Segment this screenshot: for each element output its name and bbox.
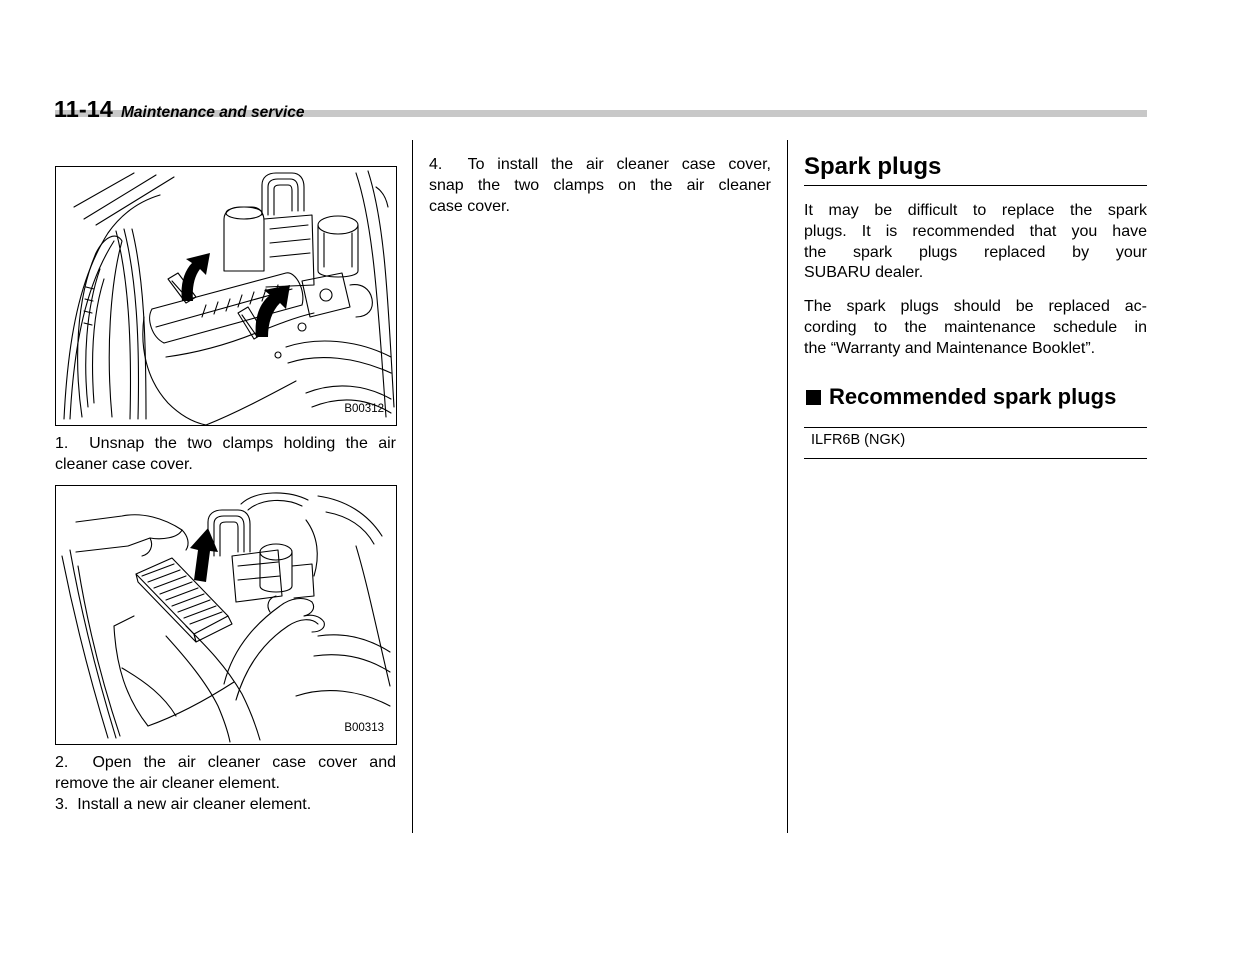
text-line: cording to the maintenance schedule in: [804, 318, 1147, 336]
text-line: 4. To install the air cleaner case cover,: [429, 156, 771, 173]
text-line: It may be difficult to replace the spark: [804, 202, 1147, 219]
spec-table-cell: ILFR6B (NGK): [811, 432, 906, 448]
spec-table-bottom-rule: [804, 458, 1147, 459]
spec-table-top-rule: [804, 427, 1147, 428]
section-title: Maintenance and service: [121, 104, 305, 121]
column-divider-right: [787, 140, 788, 833]
page-number: 11-14: [54, 96, 113, 122]
subsection-heading-label: Recommended spark plugs: [829, 384, 1117, 409]
text-line: the spark plugs replaced by your: [804, 243, 1147, 261]
air-cleaner-element-illustration: [56, 486, 396, 744]
curved-arrow-icon: [256, 285, 290, 337]
text-line: cleaner case cover.: [55, 455, 193, 473]
engine-bay-linework: [64, 171, 394, 425]
step-1-text: [55, 434, 396, 476]
text-line: case cover.: [429, 197, 510, 215]
text-line: SUBARU dealer.: [804, 264, 924, 282]
column-divider-left: [412, 140, 413, 833]
text-line: plugs. It is recommended that you have: [804, 222, 1147, 240]
engine-bay-linework: [62, 493, 390, 742]
text-line: The spark plugs should be replaced ac-: [804, 298, 1147, 315]
text-line: 2. Open the air cleaner case cover and: [55, 754, 396, 771]
heading-underline: [804, 185, 1147, 186]
text-line: remove the air cleaner element.: [55, 774, 280, 792]
figure-remove-element: [55, 485, 397, 745]
text-line: 3. Install a new air cleaner element.: [55, 795, 312, 813]
curved-arrow-icon: [181, 253, 210, 301]
figure-unsnap-clamps: [55, 166, 397, 426]
section-heading: Spark plugs: [804, 153, 942, 180]
text-line: snap the two clamps on the air cleaner: [429, 176, 771, 194]
step-4-text: [429, 155, 771, 217]
steps-2-3-text: [55, 753, 396, 815]
figure-code: B00312: [344, 403, 384, 415]
spark-plugs-paragraph-1: [804, 201, 1147, 284]
square-bullet-icon: [806, 390, 821, 405]
text-line: the “Warranty and Maintenance Booklet”.: [804, 339, 1096, 357]
text-line: 1. Unsnap the two clamps holding the air: [55, 435, 396, 452]
engine-bay-clamps-illustration: [56, 167, 396, 425]
figure-code: B00313: [344, 722, 384, 734]
subsection-heading: [806, 384, 1116, 410]
spark-plugs-paragraph-2: [804, 297, 1147, 359]
